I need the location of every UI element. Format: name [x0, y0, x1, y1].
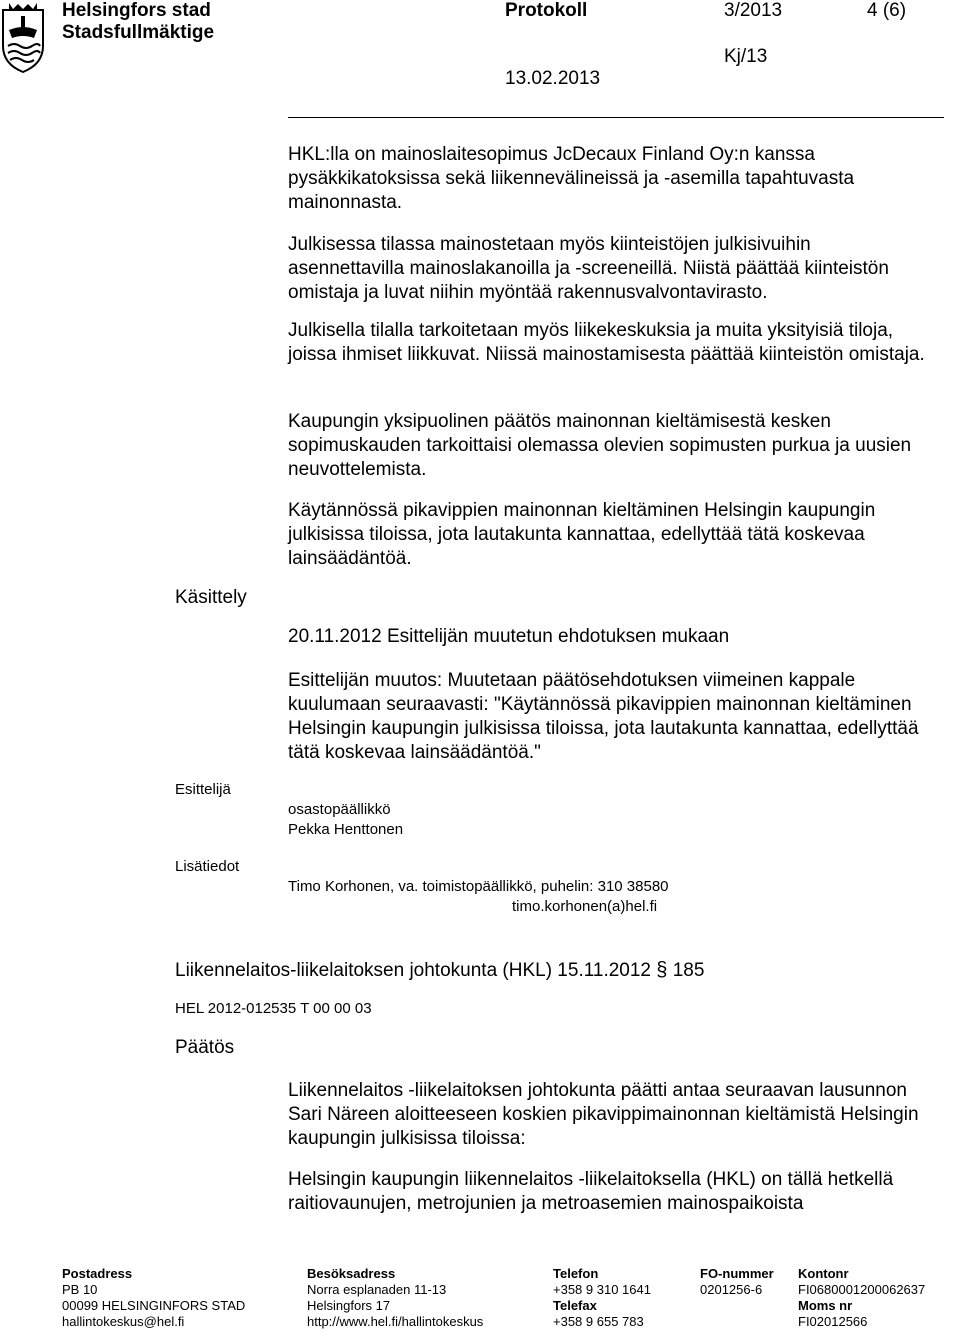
- org-body: Stadsfullmäktige: [62, 22, 215, 43]
- meeting-date: 13.02.2013: [505, 68, 601, 89]
- footer-business-id: [700, 1266, 774, 1298]
- kasittely-text: Esittelijän muutos: Muutetaan päätösehdotuksen viimeinen kappale kuulumaan seuraavasti: "Käytännössä pikavippien mainonnan kieltäminen Helsingin kaupungin julkisissa tiloissa, jota lautakunta kannattaa, edellyttää tätä koskevaa lainsäädäntöä.": [288, 670, 919, 763]
- diary-number: HEL 2012-012535 T 00 00 03: [175, 1000, 372, 1017]
- paragraph-4: Kaupungin yksipuolinen päätös mainonnan kieltämisestä kesken sopimuskauden tarkoittaisi olemassa olevien sopimusten purkua ja uusien neuvottelemista.: [288, 411, 912, 480]
- section-number: 185: [672, 960, 705, 981]
- presenter-name: Pekka Henttonen: [288, 821, 404, 838]
- footer-visit-head: Besöksadress: [307, 1266, 396, 1281]
- paragraph-1: HKL:lla on mainoslaitesopimus JcDecaux Finland Oy:n kanssa pysäkkikatoksissa sekä liikennevälineissä ja -asemilla tapahtuvasta mainonnasta.: [288, 144, 855, 213]
- footer-vat-head: Moms nr: [798, 1298, 853, 1313]
- section-sign: §: [656, 959, 668, 981]
- footer-account-head: Kontonr: [798, 1266, 849, 1281]
- footer-phone-number: +358 9 310 1641: [553, 1282, 651, 1297]
- paragraph-5: Käytännössä pikavippien mainonnan kieltäminen Helsingin kaupungin julkisissa tiloissa, jota lautakunta kannattaa, edellyttää tätä koskevaa lainsäädäntöä.: [288, 500, 876, 569]
- footer-postal: [62, 1266, 245, 1330]
- footer-fax-head: Telefax: [553, 1298, 597, 1313]
- footer-postal-city: 00099 HELSINGINFORS STAD: [62, 1298, 246, 1313]
- footer-postal-box: PB 10: [62, 1282, 98, 1297]
- header-divider: [288, 117, 944, 118]
- footer-phone: [553, 1266, 651, 1330]
- footer-business-id-value: 0201256-6: [700, 1282, 763, 1297]
- footer-visit-street: Norra esplanaden 11-13: [307, 1282, 447, 1297]
- esittelija-label: Esittelijä: [175, 781, 231, 798]
- footer-website: http://www.hel.fi/hallintokeskus: [307, 1314, 484, 1329]
- footer-email: hallintokeskus@hel.fi: [62, 1314, 185, 1329]
- footer-vat-number: FI02012566: [798, 1314, 868, 1329]
- footer-account: [798, 1266, 925, 1330]
- footer-postal-head: Postadress: [62, 1266, 133, 1281]
- footer-fax-number: +358 9 655 783: [553, 1314, 644, 1329]
- decision-paragraph-2: Helsingin kaupungin liikennelaitos -liikelaitoksella (HKL) on tällä hetkellä raitiovaunujen, metrojunien ja metroasemien mainospaikoista: [288, 1169, 894, 1214]
- reference: Kj/13: [724, 46, 768, 67]
- contact-email: timo.korhonen(a)hel.fi: [512, 898, 658, 915]
- org-name: Helsingfors stad: [62, 0, 211, 21]
- helsinki-crest-logo: [0, 0, 46, 74]
- presenter-title: osastopäällikkö: [288, 801, 391, 818]
- hkl-heading: [175, 958, 704, 983]
- footer-business-id-head: FO-nummer: [700, 1266, 774, 1281]
- hkl-title: Liikennelaitos-liikelaitoksen johtokunta (HKL) 15.11.2012: [175, 960, 651, 981]
- contact-info: Timo Korhonen, va. toimistopäällikkö, puhelin: 310 38580: [288, 878, 669, 895]
- decision-paragraph-1: Liikennelaitos -liikelaitoksen johtokunta päätti antaa seuraavan lausunnon Sari Näreen aloitteeseen koskien pikavippimainonnan kieltämistä Helsingin kaupungin julkisissa tiloissa:: [288, 1080, 919, 1149]
- protocol-number: 3/2013: [724, 0, 783, 21]
- kasittely-label: Käsittely: [175, 587, 247, 608]
- footer-account-number: FI0680001200062637: [798, 1282, 926, 1297]
- paatos-label: Päätös: [175, 1037, 235, 1058]
- lisatiedot-label: Lisätiedot: [175, 858, 240, 875]
- footer-visit-city: Helsingfors 17: [307, 1298, 391, 1313]
- doc-type: Protokoll: [505, 0, 588, 21]
- kasittely-heading: 20.11.2012 Esittelijän muutetun ehdotuksen mukaan: [288, 626, 730, 647]
- paragraph-2: Julkisessa tilassa mainostetaan myös kiinteistöjen julkisivuihin asennettavilla mainoslakanoilla ja -screeneillä. Niistä päättää kiinteistön omistaja ja luvat niihin myöntää rakennusvalvontavirasto.: [288, 234, 889, 303]
- footer-phone-head: Telefon: [553, 1266, 599, 1281]
- footer-visit: [307, 1266, 483, 1330]
- paragraph-3: Julkisella tilalla tarkoitetaan myös liikekeskuksia ja muita yksityisiä tiloja, joissa ihmiset liikkuvat. Niissä mainostamisesta päättää kiinteistön omistaja.: [288, 320, 925, 365]
- page-number: 4 (6): [867, 0, 907, 21]
